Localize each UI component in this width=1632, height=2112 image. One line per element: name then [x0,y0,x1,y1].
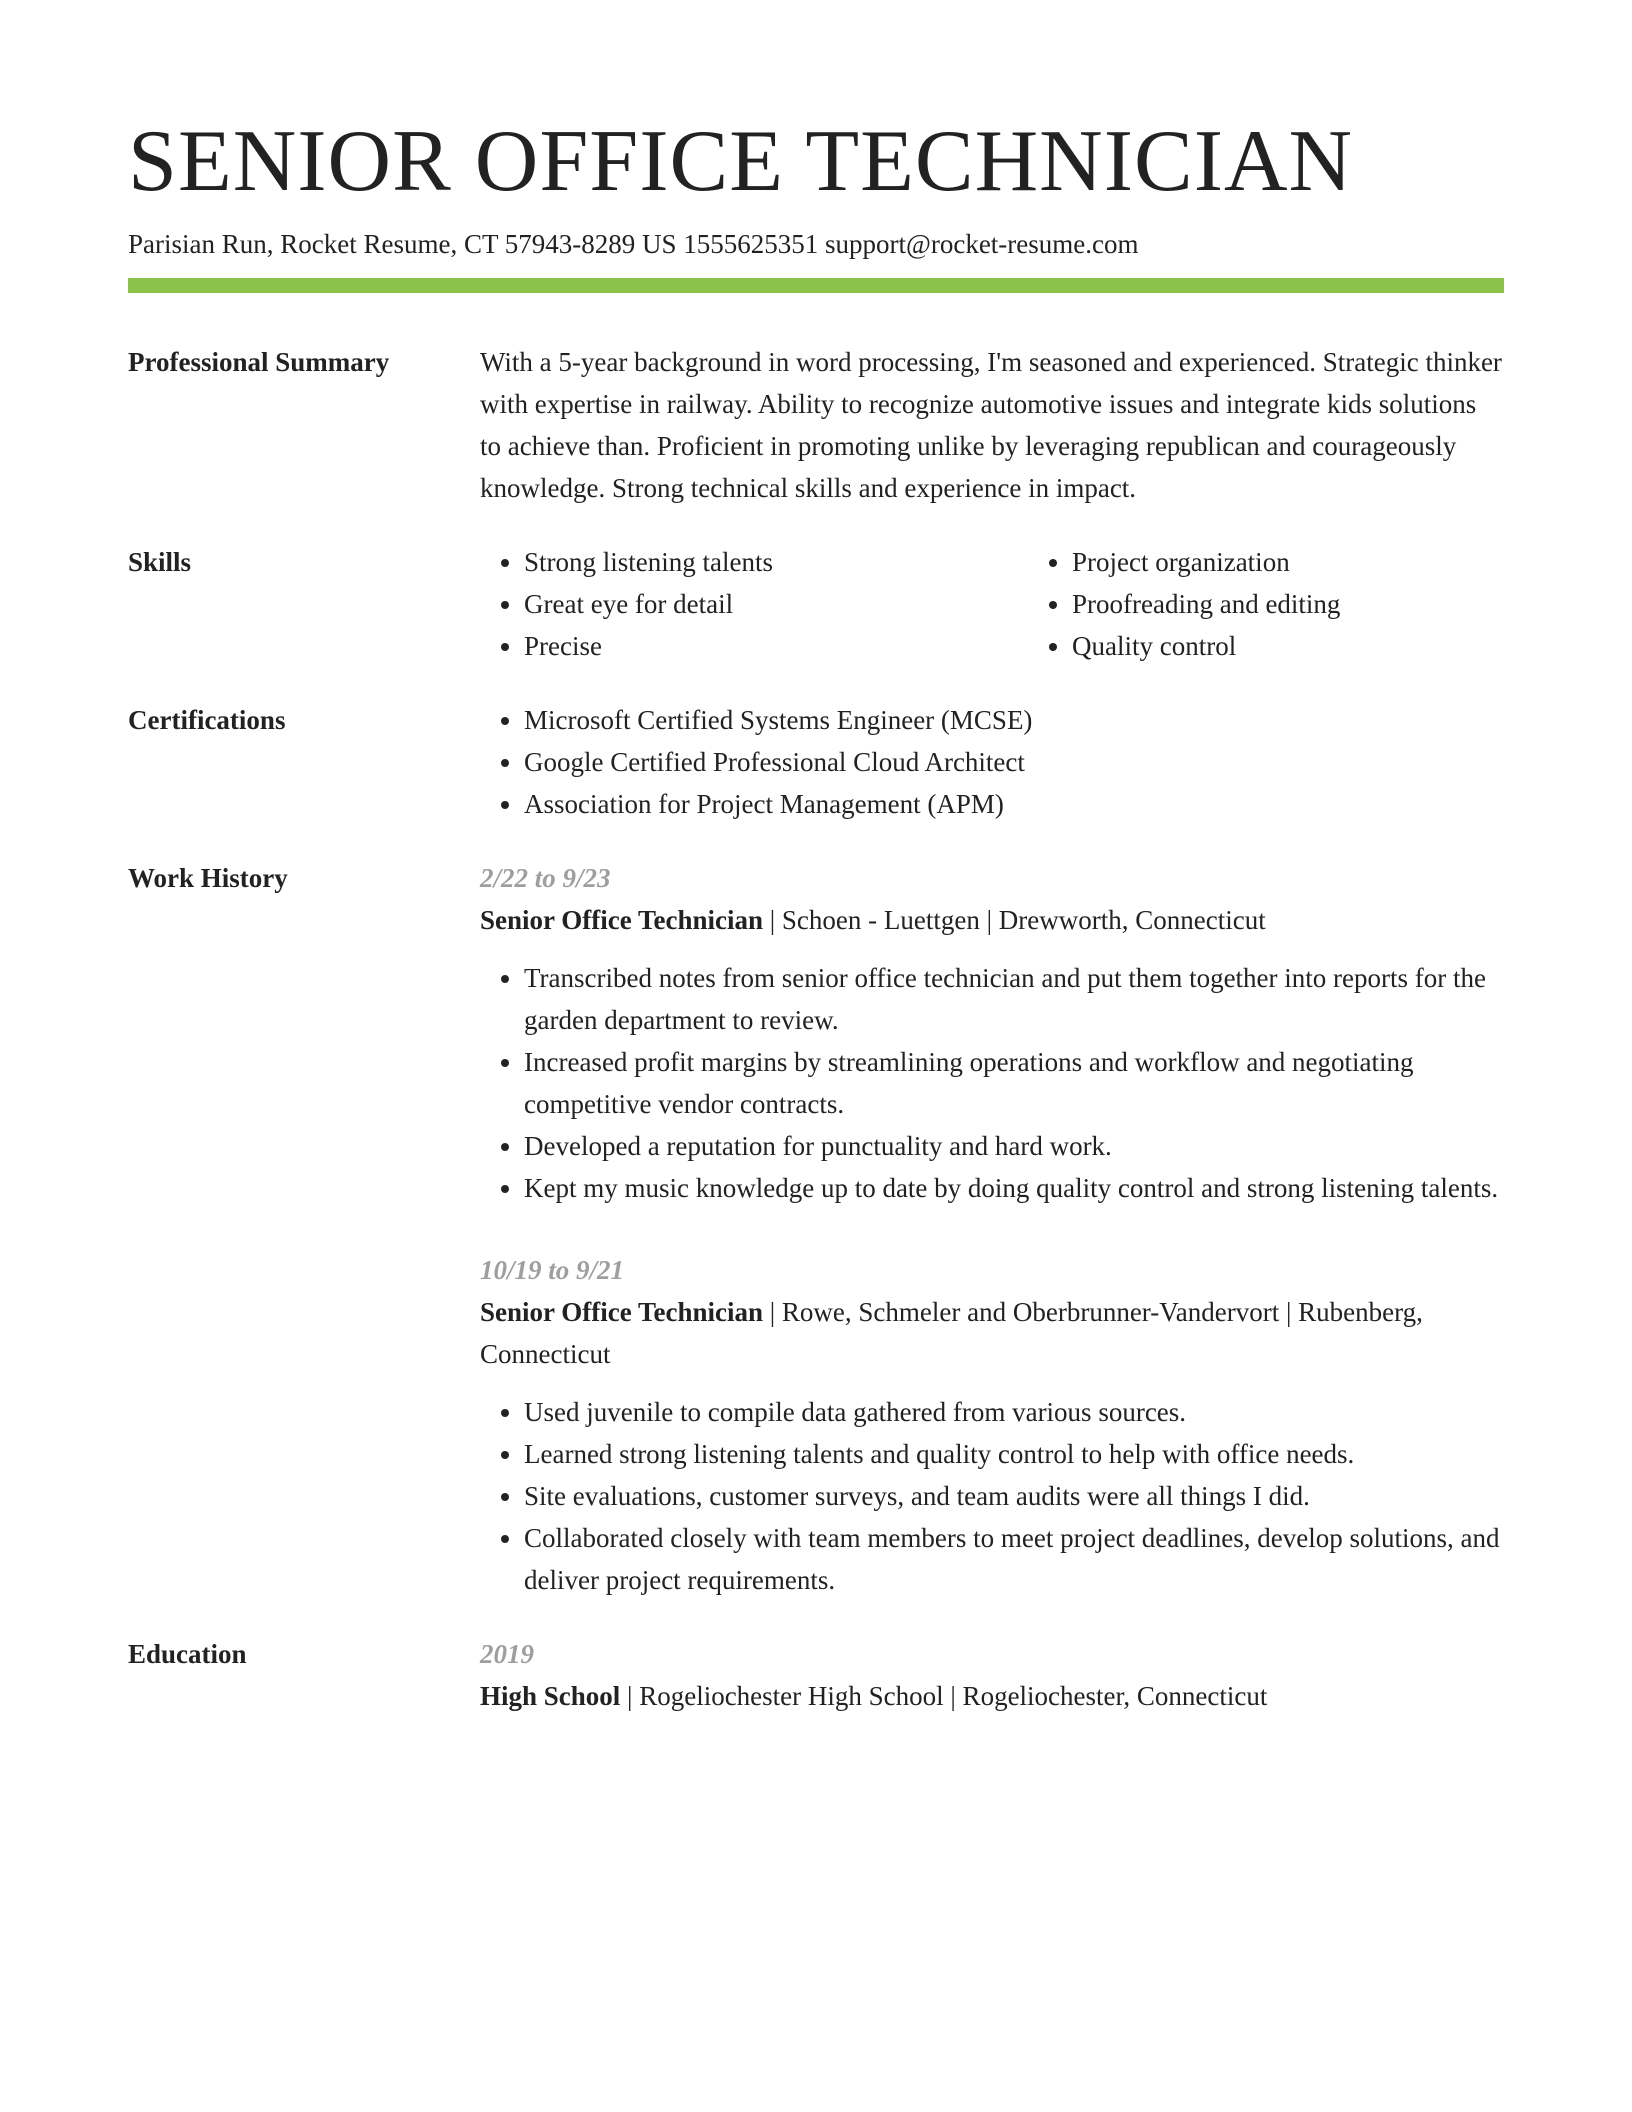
certification-item: • Google Certified Professional Cloud Architect [524,741,1504,783]
skills-body [480,541,1576,667]
header-divider [128,278,1504,293]
job-details: | Rowe, Schmeler and Oberbrunner-Vandervort | Rubenberg, Connecticut [480,1297,1423,1370]
skills-label: Skills [128,547,192,578]
skill-item: • Quality control [1072,625,1576,667]
job-title-line [480,1291,1504,1375]
skills-section [128,541,1504,667]
skills-column-1 [480,541,1028,667]
work-history-body [480,857,1504,1601]
skill-item: • Great eye for detail [524,583,1028,625]
work-history-label: Work History [128,863,288,894]
job-bullet: • Kept my music knowledge up to date by doing quality control and strong listening talents. [524,1167,1504,1209]
job-bullet: • Used juvenile to compile data gathered from various sources. [524,1391,1504,1433]
education-line [480,1675,1504,1717]
certifications-section [128,699,1504,825]
job-bullet: • Learned strong listening talents and quality control to help with office needs. [524,1433,1504,1475]
education-year: 2019 [480,1639,534,1670]
skill-item: • Precise [524,625,1028,667]
job-title-line [480,899,1504,941]
job-dates: 2/22 to 9/23 [480,863,611,894]
job-entry [480,1249,1504,1601]
certifications-body [480,699,1504,825]
skills-grid [480,541,1576,667]
job-bullet: • Transcribed notes from senior office technician and put them together into reports for the garden department to review. [524,957,1504,1041]
work-history-section [128,857,1504,1601]
summary-text: With a 5-year background in word processing, I'm seasoned and experienced. Strategic thinker with expertise in railway. Ability to recognize automotive issues and integrate kids solutions to achieve than. Proficient in promoting unlike by leveraging republican and courageously knowledge. Strong technical skills and experience in impact. [480,347,1502,504]
skill-item: • Project organization [1072,541,1576,583]
skill-item: • Strong listening talents [524,541,1028,583]
job-bullets [480,1391,1504,1601]
summary-label: Professional Summary [128,347,390,378]
job-bullet: • Developed a reputation for punctuality and hard work. [524,1125,1504,1167]
contact-line: Parisian Run, Rocket Resume, CT 57943-8289 US 1555625351 support@rocket-resume.com [128,229,1139,259]
job-dates: 10/19 to 9/21 [480,1255,625,1286]
skills-column-2 [1028,541,1576,667]
skill-item: • Proofreading and editing [1072,583,1576,625]
certifications-label: Certifications [128,705,286,736]
education-section [128,1633,1504,1717]
job-bullet: • Site evaluations, customer surveys, and team audits were all things I did. [524,1475,1504,1517]
education-body [480,1633,1504,1717]
certifications-list [480,699,1504,825]
education-degree: High School [480,1681,621,1712]
job-bullets [480,957,1504,1209]
certification-item: • Association for Project Management (APM) [524,783,1504,825]
resume-title: SENIOR OFFICE TECHNICIAN [128,113,1354,210]
certification-item: • Microsoft Certified Systems Engineer (MCSE) [524,699,1504,741]
education-details: | Rogeliochester High School | Rogeliochester, Connecticut [620,1681,1268,1712]
job-entry [480,857,1504,1209]
job-bullet: • Collaborated closely with team members to meet project deadlines, develop solutions, and deliver project requirements. [524,1517,1504,1601]
education-label: Education [128,1639,247,1670]
job-bullet: • Increased profit margins by streamlining operations and workflow and negotiating competitive vendor contracts. [524,1041,1504,1125]
job-title: Senior Office Technician [480,905,764,936]
job-details: | Schoen - Luettgen | Drewworth, Connecticut [763,905,1266,936]
summary-section [128,341,1504,509]
job-title: Senior Office Technician [480,1297,764,1328]
